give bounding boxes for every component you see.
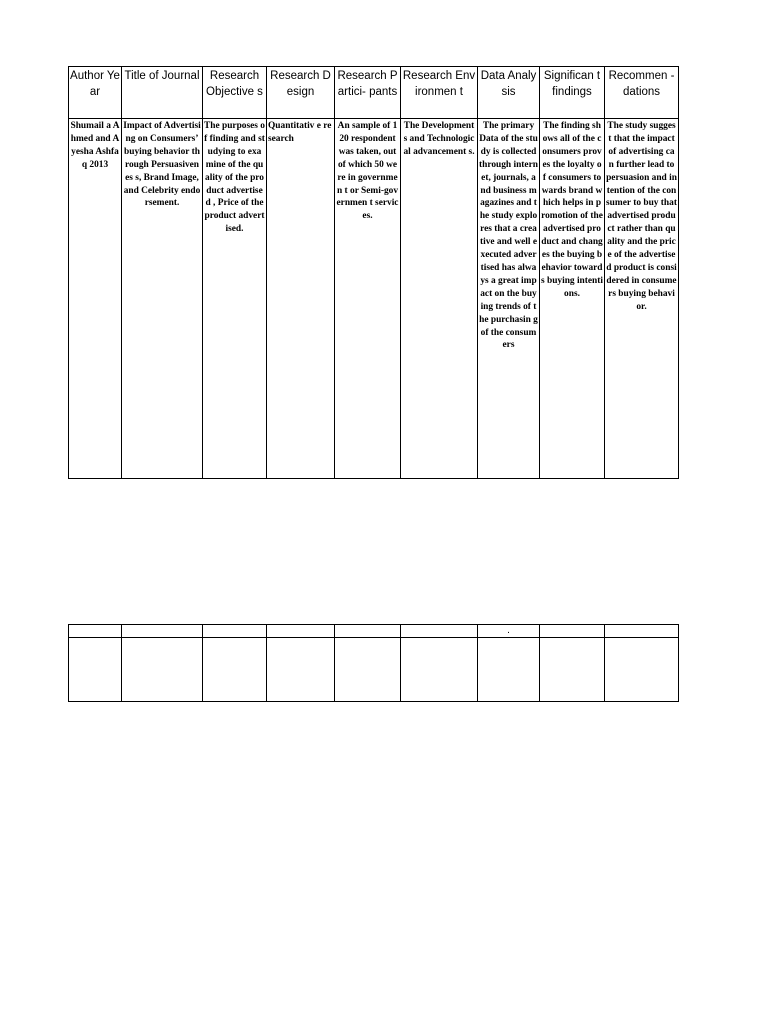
table-row <box>69 119 679 479</box>
header-research-environment: Research Environmen t <box>401 67 478 119</box>
cell-research-participants: An sample of 120 respondent was taken, out of which 50 were in governmen t or Semi-governmen t services. <box>335 119 401 479</box>
empty-cell <box>335 625 401 638</box>
empty-cell <box>122 638 203 702</box>
header-author-year: Author Year <box>69 67 122 119</box>
header-data-analysis: Data Analysis <box>478 67 540 119</box>
header-recommendations: Recommen - dations <box>605 67 679 119</box>
empty-cell <box>605 638 679 702</box>
cell-significant-findings: The finding shows all of the consumers proves the loyalty of consumers towards brand which helps in promotion of the advertised product and changes the buying behavior towards buying intentions. <box>540 119 605 479</box>
empty-cell <box>335 638 401 702</box>
table-header-row <box>69 67 679 119</box>
empty-cell <box>401 625 478 638</box>
header-significant-findings: Significan t findings <box>540 67 605 119</box>
empty-cell <box>267 625 335 638</box>
header-title-of-journal: Title of Journal <box>122 67 203 119</box>
literature-review-table <box>68 66 679 479</box>
cell-recommendations: The study suggest that the impact of advertising can further lead to persuasion and intention of the consumer to buy that advertised product rather than quality and the price of the advertised product is considered in consumers buying behavior. <box>605 119 679 479</box>
cell-author-year: Shumail a Ahmed and Ayesha Ashfaq 2013 <box>69 119 122 479</box>
empty-cell <box>401 638 478 702</box>
header-research-design: Research Design <box>267 67 335 119</box>
empty-cell <box>540 625 605 638</box>
empty-cell <box>122 625 203 638</box>
table-row <box>69 638 679 702</box>
empty-cell-marker: . <box>478 625 540 638</box>
cell-research-design: Quantitativ e research <box>267 119 335 479</box>
empty-header-row <box>69 625 679 638</box>
empty-cell <box>540 638 605 702</box>
empty-cell <box>69 638 122 702</box>
header-research-objectives: Research Objective s <box>203 67 267 119</box>
header-research-participants: Research Partici- pants <box>335 67 401 119</box>
empty-cell <box>267 638 335 702</box>
empty-cell <box>605 625 679 638</box>
empty-cell <box>478 638 540 702</box>
cell-title-of-journal: Impact of Advertising on Consumers’ buying behavior through Persuasivenes s, Brand Image, and Celebrity endorsement. <box>122 119 203 479</box>
empty-cell <box>203 625 267 638</box>
cell-research-environment: The Developments and Technological advancement s. <box>401 119 478 479</box>
empty-cell <box>69 625 122 638</box>
cell-data-analysis: The primary Data of the study is collected through internet, journals, and business magazines and the study explores that a creative and well executed advertised has always a great impact on the buying trends of the purchasin g of the consumers <box>478 119 540 479</box>
empty-table <box>68 624 679 702</box>
cell-research-objectives: The purposes of finding and studying to examine of the quality of the product advertised , Price of the product advertised. <box>203 119 267 479</box>
empty-cell <box>203 638 267 702</box>
